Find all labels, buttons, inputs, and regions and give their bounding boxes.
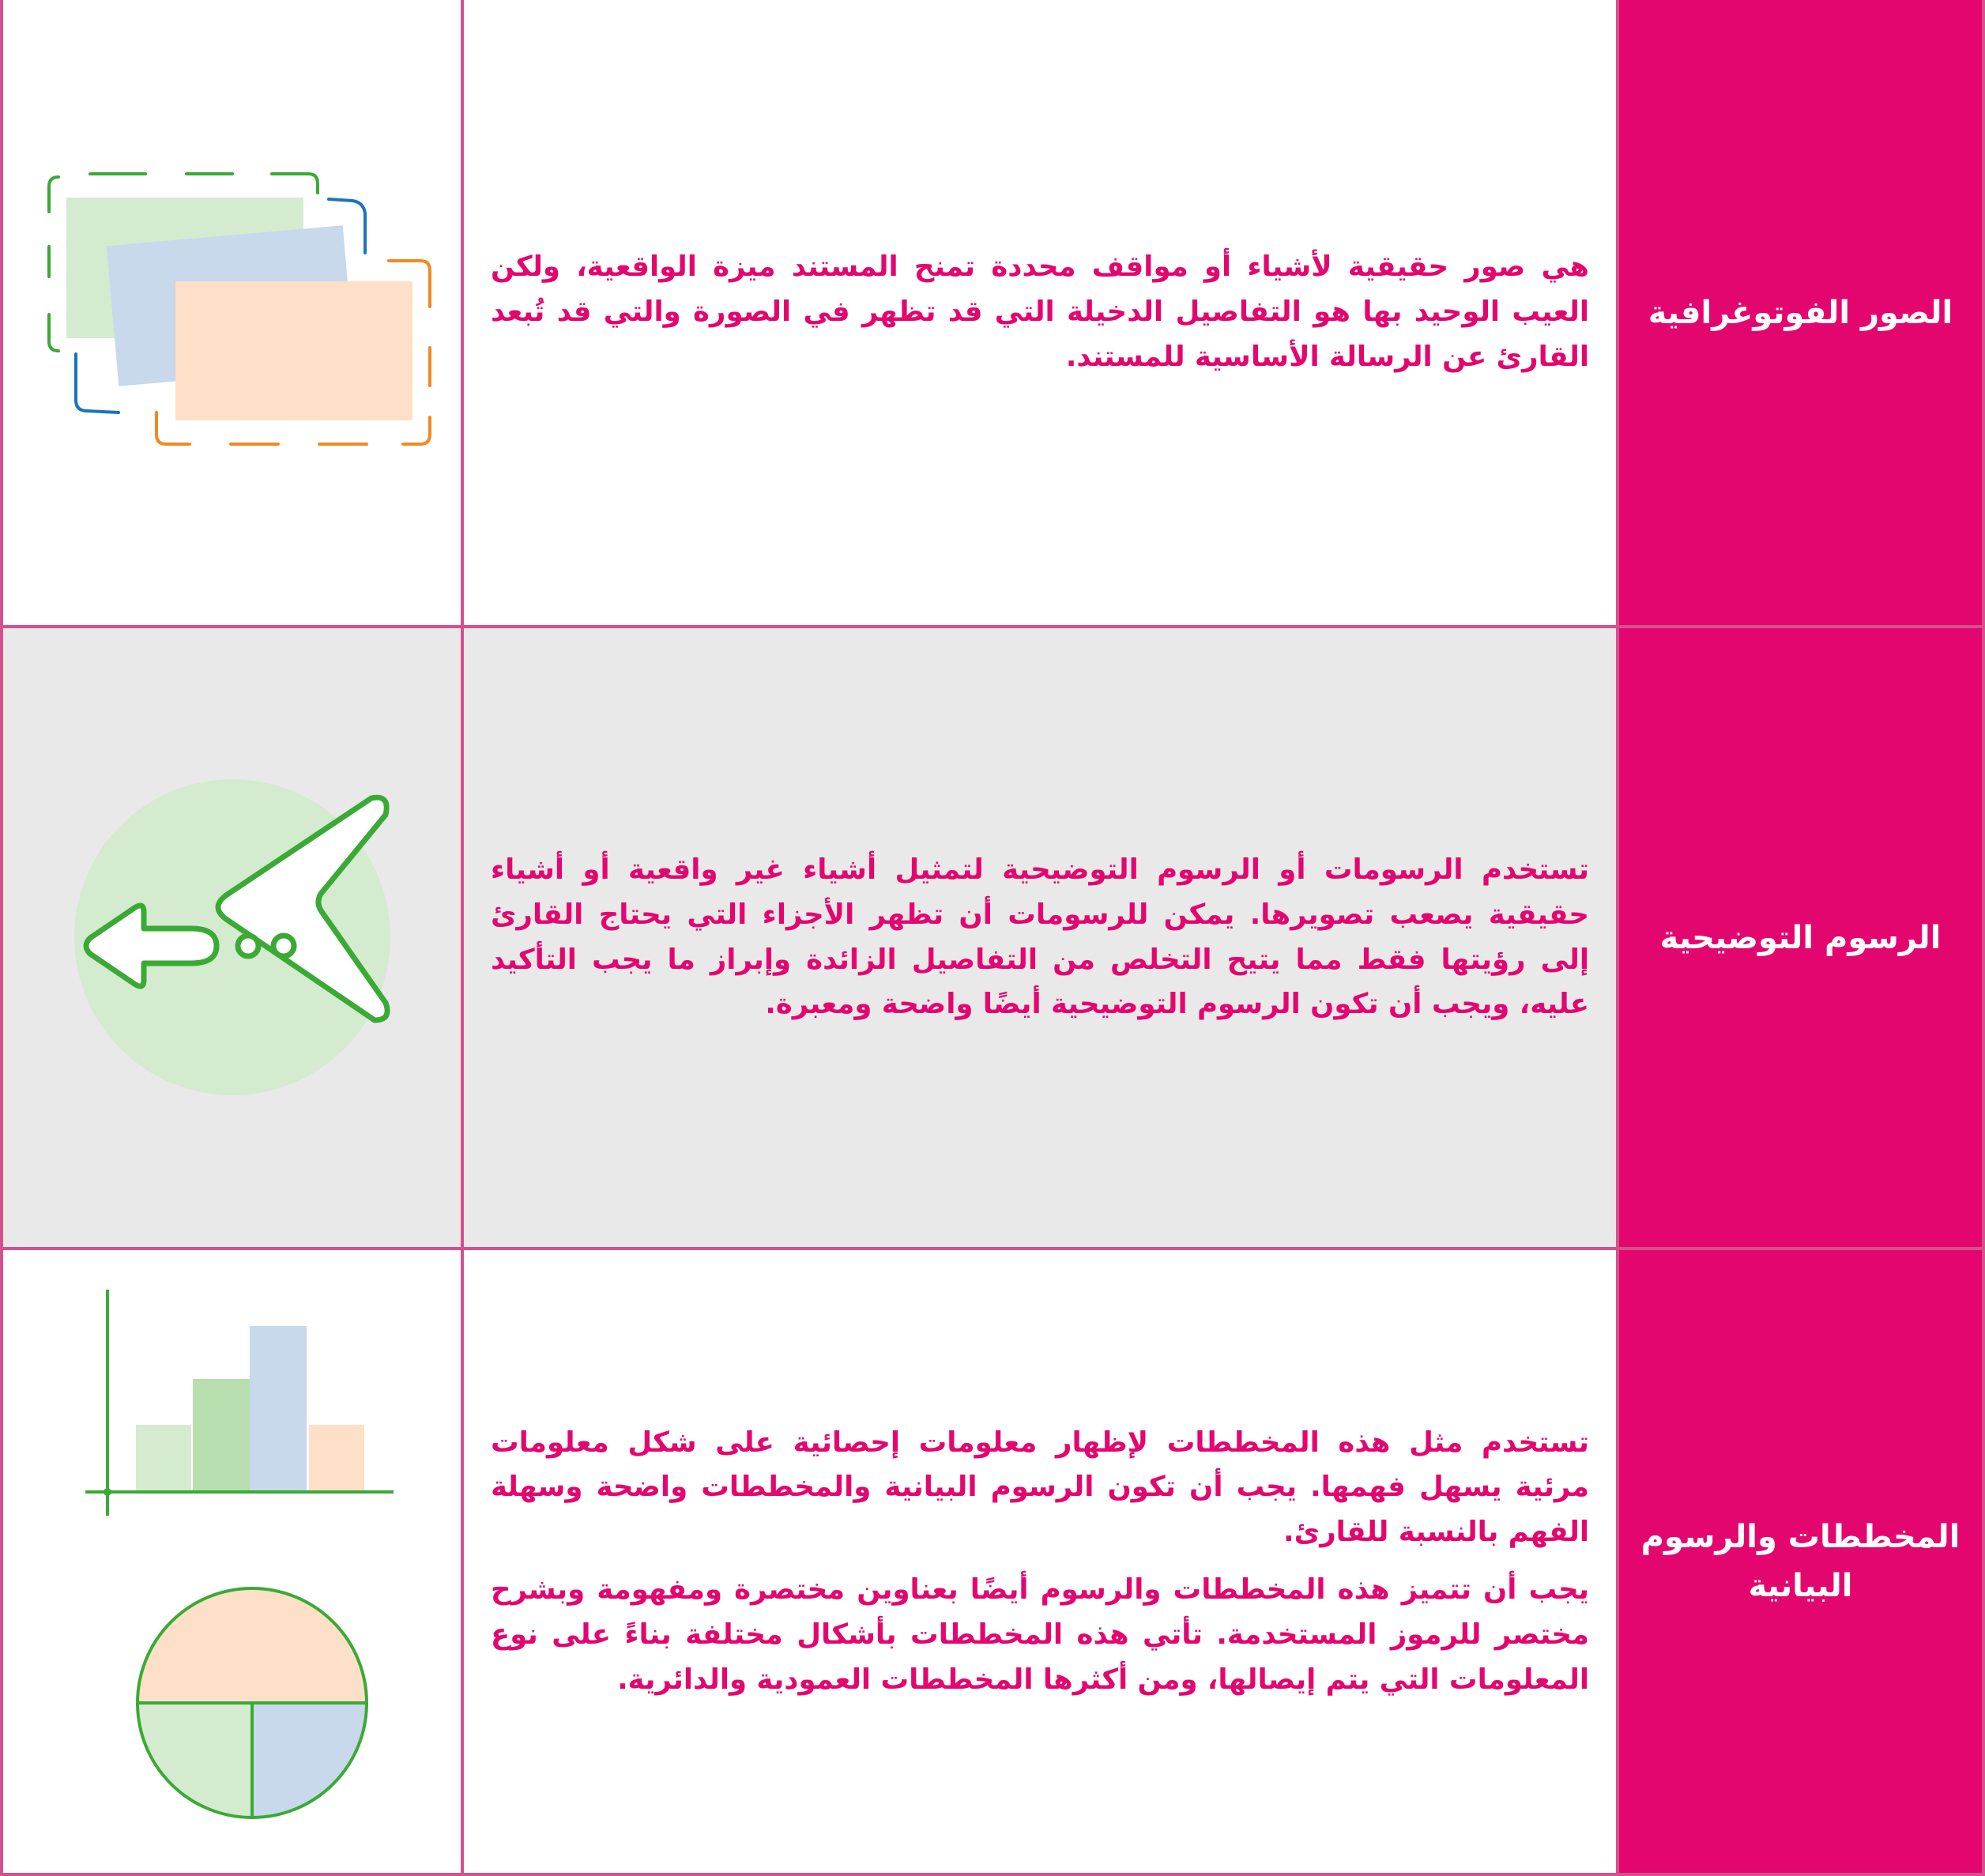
illustrations-heading: الرسوم التوضيحية [1618, 627, 1983, 1249]
table-row-charts [2, 1249, 1983, 1874]
photographs-description [462, 0, 1618, 627]
charts-heading: المخططات والرسوم البيانية [1618, 1249, 1983, 1874]
table-row-photographs [2, 0, 1983, 627]
photographs-heading: الصور الفوتوغرافية [1618, 0, 1983, 627]
charts-paragraph-2: يجب أن تتميز هذه المخططات والرسوم أيضًا بعناوين مختصرة ومفهومة وبشرح مختصر للرموز المستخدمة. تأتي هذه المخططات بأشكال مختلفة بناءً على نوع المعلومات التي يتم إيصالها، ومن أكثرها المخططات العمودية والدائرية. [491, 1573, 1589, 1696]
pie-chart-icon [137, 1588, 367, 1818]
charts-paragraph-1: تستخدم مثل هذه المخططات لإظهار معلومات إحصائية على شكل معلومات مرئية يسهل فهمها. يجب أن تكون الرسوم البيانية والمخططات واضحة وسهلة الفهم بالنسبة للقارئ. [491, 1426, 1589, 1549]
bar-chart-icon [85, 1290, 394, 1516]
illustrations-paragraph: تستخدم الرسومات أو الرسوم التوضيحية لتمثيل أشياء غير واقعية أو أشياء حقيقية يصعب تصويرها. يمكن للرسومات أن تظهر الأجزاء التي يحتاج القارئ إلى رؤيتها فقط مما يتيح التخلص من التفاصيل الزائدة وإبراز ما يجب التأكيد عليه، ويجب أن تكون الرسوم التوضيحية أيضًا واضحة ومعبرة. [491, 853, 1589, 1021]
charts-description [462, 1249, 1618, 1874]
photographs-image-cell [2, 0, 462, 627]
illustration-arrow-icon [3, 628, 464, 1247]
charts-icons [3, 1250, 464, 1873]
illustrations-description [462, 627, 1618, 1249]
illustrations-image-cell [2, 627, 462, 1249]
charts-image-cell [2, 1249, 462, 1874]
table-row-illustrations [2, 627, 1983, 1249]
photographs-icon [3, 0, 464, 625]
photographs-paragraph: هي صور حقيقية لأشياء أو مواقف محددة تمنح المستند ميزة الواقعية، ولكن العيب الوحيد بها هو التفاصيل الدخيلة التي قد تظهر في الصورة والتي قد تُبعد القارئ عن الرسالة الأساسية للمستند. [491, 251, 1589, 373]
